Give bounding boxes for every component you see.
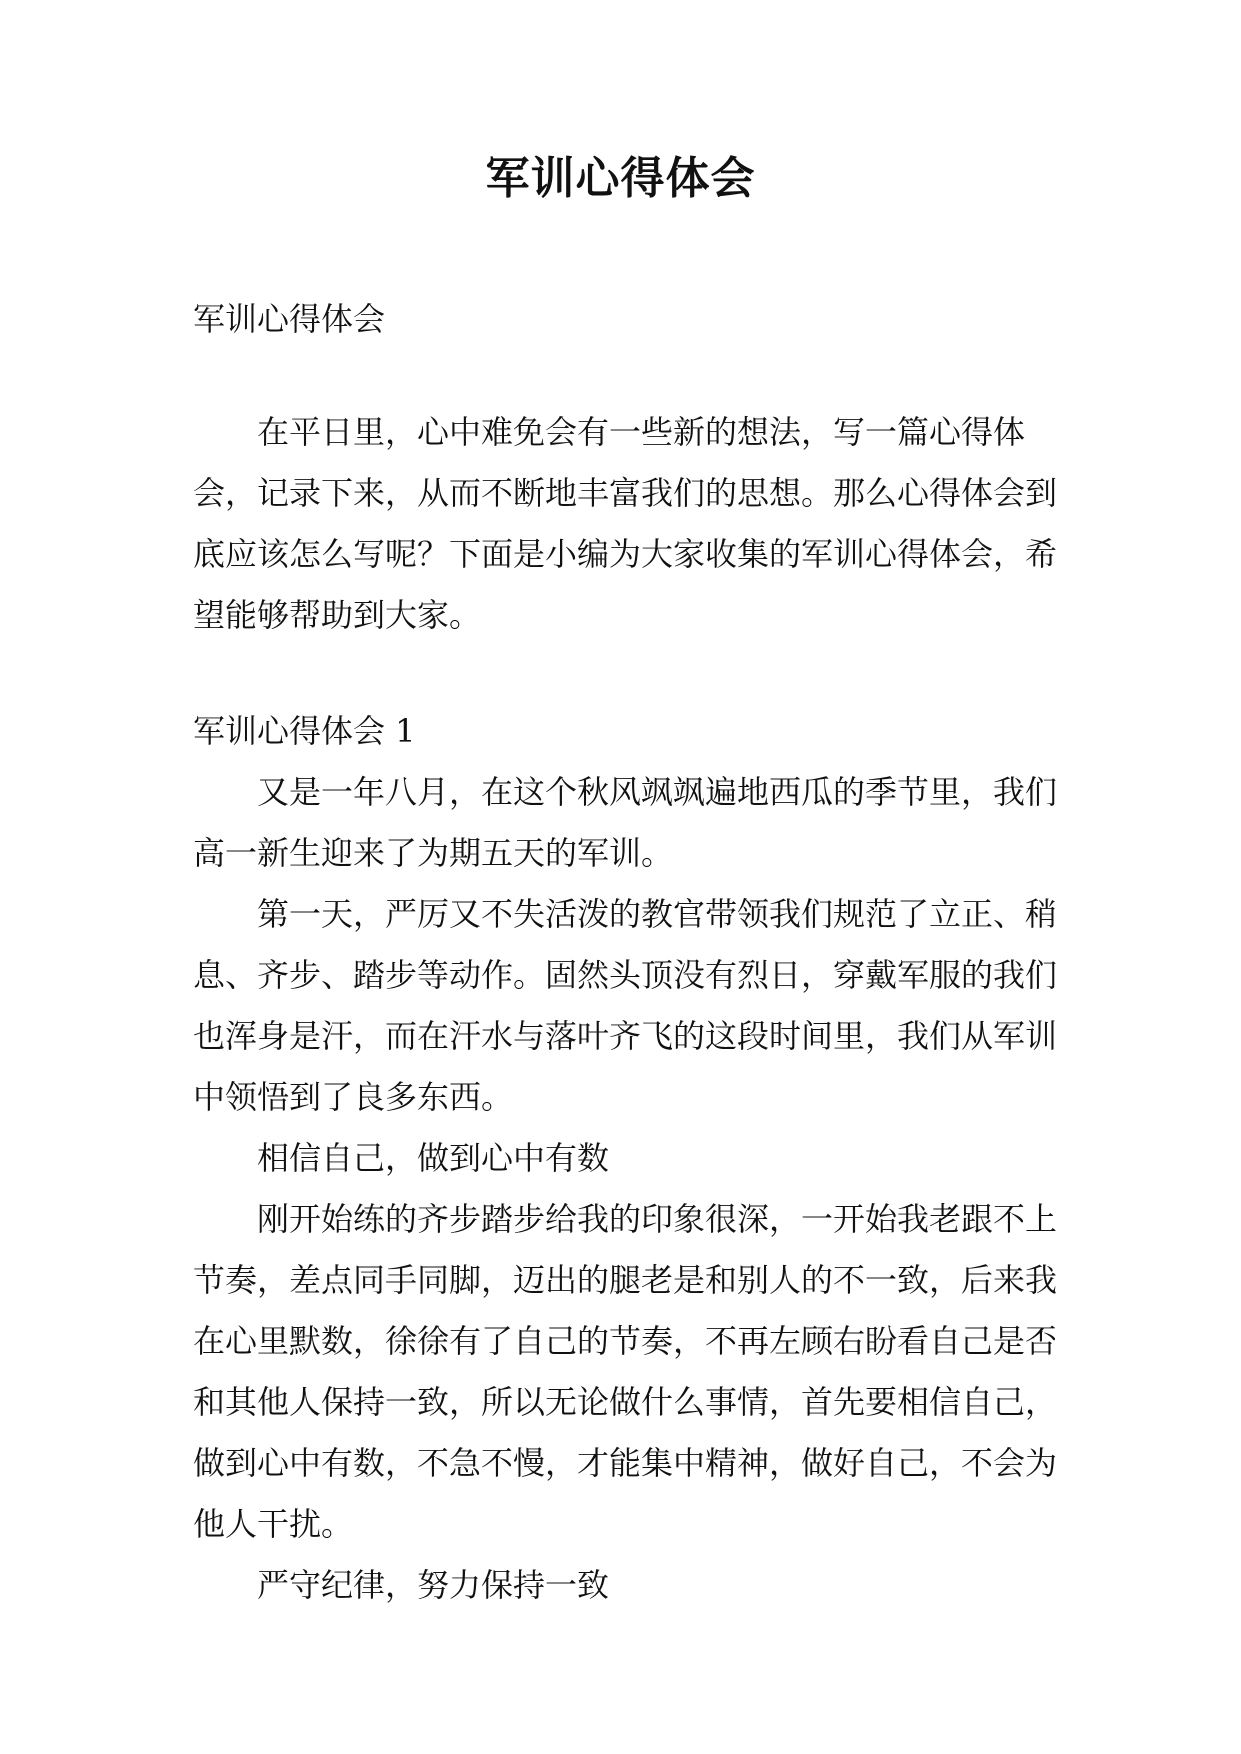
document-body	[193, 289, 1077, 1616]
subheading-paragraph: 相信自己，做到心中有数	[257, 1139, 610, 1177]
section-heading: 军训心得体会 1	[193, 712, 416, 750]
body-paragraph: 刚开始练的齐步踏步给我的印象很深，一开始我老跟不上节奏，差点同手同脚，迈出的腿老是和别人的不一致，后来我在心里默数，徐徐有了自己的节奏，不再左顾右盼看自己是否和其他人保持一致，所以无论做什么事情，首先要相信自己，做到心中有数，不急不慢，才能集中精神，做好自己，不会为他人干扰。	[193, 1200, 1058, 1543]
body-paragraph: 第一天，严厉又不失活泼的教官带领我们规范了立正、稍息、齐步、踏步等动作。固然头顶没有烈日，穿戴军服的我们也浑身是汗，而在汗水与落叶齐飞的这段时间里，我们从军训中领悟到了良多东西。	[193, 895, 1058, 1116]
intro-paragraph: 在平日里，心中难免会有一些新的想法，写一篇心得体会，记录下来，从而不断地丰富我们的思想。那么心得体会到底应该怎么写呢？下面是小编为大家收集的军训心得体会，希望能够帮助到大家。	[193, 413, 1058, 634]
section-heading: 军训心得体会	[193, 300, 386, 338]
body-paragraph: 又是一年八月，在这个秋风飒飒遍地西瓜的季节里，我们高一新生迎来了为期五天的军训。	[193, 773, 1058, 872]
subheading-paragraph: 严守纪律，努力保持一致	[257, 1566, 610, 1604]
document-title: 军训心得体会	[485, 153, 756, 204]
